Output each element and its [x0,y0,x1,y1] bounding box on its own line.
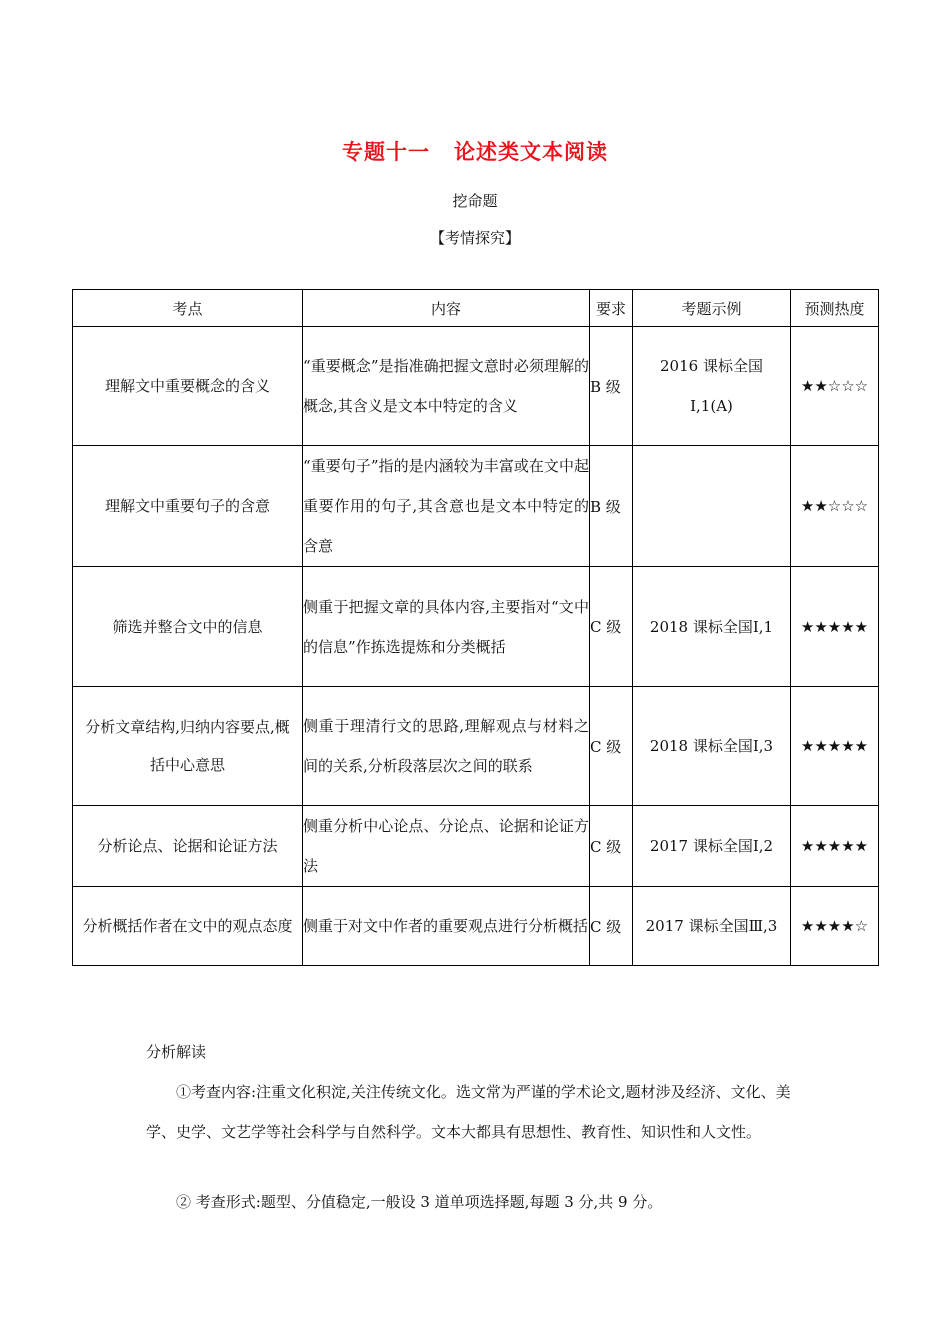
analysis-heading: 分析解读 [146,1043,207,1061]
content-cell: 侧重于把握文章的具体内容,主要指对“文中的信息”作拣选提炼和分类概括 [303,567,590,687]
content-cell: 侧重于对文中作者的重要观点进行分析概括 [303,887,590,966]
column-header: 内容 [303,290,590,327]
example-cell: 2016 课标全国Ⅰ,1(A) [633,327,791,446]
column-header: 预测热度 [791,290,879,327]
table-row [73,687,879,806]
exam-point-cell: 分析文章结构,归纳内容要点,概括中心意思 [73,687,303,806]
example-cell: 2018 课标全国Ⅰ,1 [633,567,791,687]
example-cell [633,446,791,567]
heat-rating: ★★★★★ [791,567,879,687]
requirement-cell: C 级 [590,806,633,887]
heat-rating: ★★☆☆☆ [791,446,879,567]
requirement-cell: C 级 [590,887,633,966]
exam-point-cell: 理解文中重要句子的含意 [73,446,303,567]
requirement-cell: C 级 [590,567,633,687]
analysis-paragraph-format: ② 考查形式:题型、分值稳定,一般设 3 道单项选择题,每题 3 分,共 9 分。 [176,1193,663,1211]
page-title [0,136,950,166]
analysis-paragraph-content: ①考查内容:注重文化积淀,关注传统文化。选文常为严谨的学术论文,题材涉及经济、文化、美学、史学、文艺学等社会科学与自然科学。文本大都具有思想性、教育性、知识性和人文性。 [146,1083,791,1141]
exam-point-cell: 分析概括作者在文中的观点态度 [73,887,303,966]
content-cell: 侧重分析中心论点、分论点、论据和论证方法 [303,806,590,887]
exam-analysis-table [72,289,879,966]
content-cell: 侧重于理清行文的思路,理解观点与材料之间的关系,分析段落层次之间的联系 [303,687,590,806]
title-topic-number: 专题十一 [342,140,430,164]
heat-rating: ★★★★★ [791,687,879,806]
table-row [73,567,879,687]
requirement-cell: B 级 [590,327,633,446]
example-cell: 2017 课标全国Ⅰ,2 [633,806,791,887]
title-topic-name: 论述类文本阅读 [454,140,608,164]
requirement-cell: B 级 [590,446,633,567]
heat-rating: ★★★★☆ [791,887,879,966]
content-cell: “重要句子”指的是内涵较为丰富或在文中起重要作用的句子,其含意也是文本中特定的含意 [303,446,590,567]
table-header-row [73,290,879,327]
column-header: 考题示例 [633,290,791,327]
exam-point-cell: 分析论点、论据和论证方法 [73,806,303,887]
section-label: 【考情探究】 [429,229,520,247]
column-header: 考点 [73,290,303,327]
table-row [73,806,879,887]
table-row [73,327,879,446]
subtitle: 挖命题 [452,192,498,210]
heat-rating: ★★★★★ [791,806,879,887]
heat-rating: ★★☆☆☆ [791,327,879,446]
example-cell: 2017 课标全国Ⅲ,3 [633,887,791,966]
example-cell: 2018 课标全国Ⅰ,3 [633,687,791,806]
exam-point-cell: 筛选并整合文中的信息 [73,567,303,687]
exam-point-cell: 理解文中重要概念的含义 [73,327,303,446]
content-cell: “重要概念”是指准确把握文意时必须理解的概念,其含义是文本中特定的含义 [303,327,590,446]
column-header: 要求 [590,290,633,327]
table-row [73,887,879,966]
requirement-cell: C 级 [590,687,633,806]
table-row [73,446,879,567]
